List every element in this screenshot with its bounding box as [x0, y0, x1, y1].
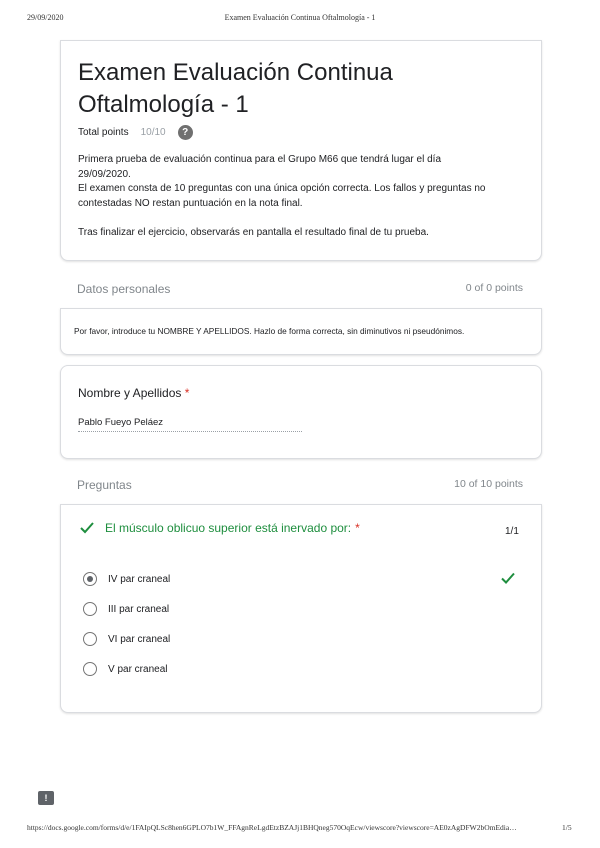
- required-asterisk: *: [355, 521, 360, 535]
- desc-line: El examen consta de 10 preguntas con una única opción correcta. Los fallos y preguntas no: [78, 183, 486, 194]
- name-question-card: [60, 365, 542, 459]
- radio[interactable]: [83, 632, 97, 646]
- option-label: VI par craneal: [108, 633, 171, 645]
- form-title: [78, 57, 393, 121]
- form-title-line2: Oftalmología - 1: [78, 91, 249, 118]
- option-v[interactable]: [83, 662, 167, 676]
- option-iii[interactable]: [83, 602, 169, 616]
- help-icon[interactable]: ?: [178, 125, 193, 140]
- correct-check-icon: [500, 572, 516, 585]
- print-page: 1/5: [562, 823, 572, 832]
- name-answer-field[interactable]: Pablo Fueyo Peláez: [78, 417, 302, 432]
- desc-line: contestadas NO restan puntuación en la nota final.: [78, 197, 303, 209]
- section-header-preguntas: [77, 478, 523, 492]
- question-text: Nombre y Apellidos: [78, 386, 182, 400]
- section-description-card: [60, 308, 542, 355]
- total-points-value: 10/10: [140, 127, 166, 138]
- report-feedback-icon[interactable]: !: [38, 791, 54, 805]
- print-url: https://docs.google.com/forms/d/e/1FAIpQLSc8hen6GPLO7b1W_FFAgnReLgdEtzBZAJj1BHQneg570OqEcw/viewscore?viewscore=AE0zAgDFW2bOmEdia…: [27, 823, 517, 832]
- question-label: [78, 386, 189, 400]
- question-text: El músculo oblicuo superior está inervado por:: [105, 521, 352, 535]
- section-description: Por favor, introduce tu NOMBRE Y APELLIDOS. Hazlo de forma correcta, sin diminutivos ni pseudónimos.: [74, 326, 465, 336]
- question-header: [79, 521, 360, 535]
- form-header-card: [60, 40, 542, 261]
- section-title: Datos personales: [77, 282, 171, 296]
- form-description: [78, 153, 533, 240]
- option-iv[interactable]: [83, 572, 170, 586]
- radio[interactable]: [83, 662, 97, 676]
- total-points-label: Total points: [78, 127, 129, 138]
- question-score: 1/1: [505, 526, 519, 537]
- check-icon: [79, 521, 95, 535]
- print-title: Examen Evaluación Continua Oftalmología - 1: [224, 13, 376, 22]
- section-points: 10 of 10 points: [454, 478, 523, 490]
- option-vi[interactable]: [83, 632, 170, 646]
- form-title-line1: Examen Evaluación Continua: [78, 59, 393, 86]
- section-points: 0 of 0 points: [465, 282, 523, 294]
- section-title: Preguntas: [77, 478, 132, 492]
- section-header-datos: [77, 282, 523, 296]
- radio-selected[interactable]: [83, 572, 97, 586]
- desc-line: Primera prueba de evaluación continua para el Grupo M66 que tendrá lugar el día: [78, 154, 442, 165]
- option-label: III par craneal: [108, 603, 170, 615]
- option-label: V par craneal: [108, 663, 168, 675]
- desc-line: Tras finalizar el ejercicio, observarás en pantalla el resultado final de tu prueba.: [78, 226, 429, 238]
- required-asterisk: *: [184, 386, 190, 400]
- desc-line: 29/09/2020.: [78, 168, 131, 180]
- print-date: 29/09/2020: [27, 13, 64, 22]
- option-label: IV par craneal: [108, 573, 171, 585]
- radio[interactable]: [83, 602, 97, 616]
